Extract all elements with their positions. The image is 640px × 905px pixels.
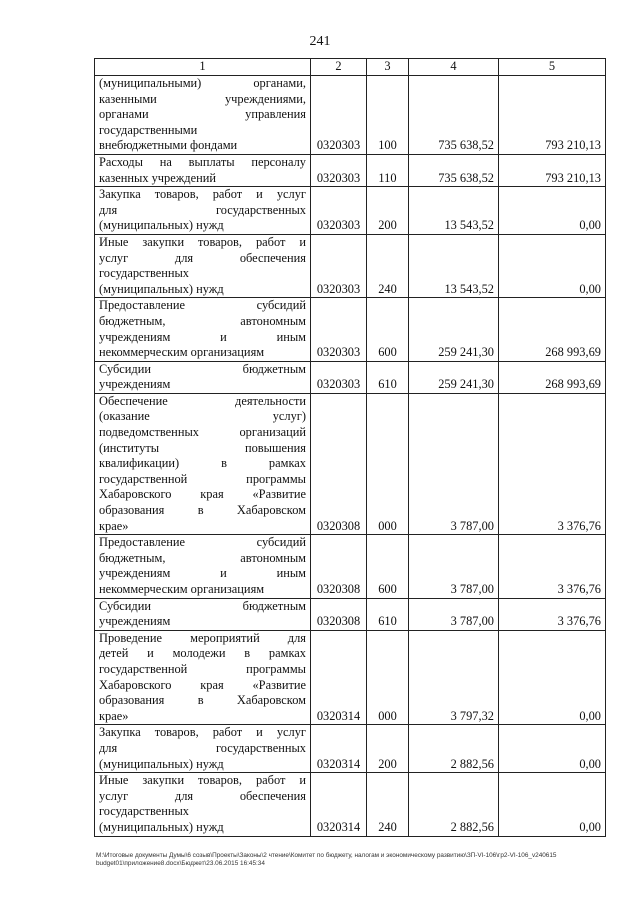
description-line: Хабаровского края «Развитие	[99, 677, 306, 692]
table-row	[95, 76, 606, 155]
table-row	[95, 725, 606, 773]
table-row	[95, 234, 606, 297]
description-line: (муниципальных) нужд	[99, 281, 224, 296]
row-description	[95, 361, 311, 393]
table-row	[95, 773, 606, 836]
row-target-code: 0320303	[311, 298, 367, 361]
column-header-2: 2	[311, 59, 367, 76]
row-description	[95, 393, 311, 534]
row-description	[95, 154, 311, 186]
description-line: образования в Хабаровском	[99, 503, 306, 518]
row-target-code: 0320303	[311, 234, 367, 297]
column-header-1: 1	[95, 59, 311, 76]
row-expense-type: 200	[367, 725, 409, 773]
description-line: некоммерческим организациям	[99, 345, 265, 360]
row-expense-type: 610	[367, 598, 409, 630]
description-line: внебюджетными фондами	[99, 138, 238, 153]
description-line: Расходы на выплаты персоналу	[99, 154, 306, 169]
row-expense-type: 600	[367, 535, 409, 598]
row-target-code: 0320314	[311, 630, 367, 725]
row-value-year-2: 0,00	[499, 187, 606, 235]
row-value-year-1: 3 787,00	[409, 598, 499, 630]
description-line: для государственных	[99, 202, 306, 217]
row-value-year-2: 268 993,69	[499, 298, 606, 361]
row-value-year-1: 3 797,32	[409, 630, 499, 725]
row-value-year-1: 259 241,30	[409, 298, 499, 361]
row-value-year-2: 3 376,76	[499, 598, 606, 630]
description-line: учреждениям и иным	[99, 329, 306, 344]
row-value-year-1: 3 787,00	[409, 393, 499, 534]
table-body	[95, 76, 606, 837]
row-description	[95, 630, 311, 725]
row-value-year-2: 0,00	[499, 773, 606, 836]
description-line: Предоставление субсидий	[99, 535, 306, 550]
description-line: (муниципальных) нужд	[99, 756, 224, 771]
row-expense-type: 000	[367, 393, 409, 534]
row-description	[95, 234, 311, 297]
description-line: государственной программы	[99, 471, 306, 486]
row-expense-type: 240	[367, 773, 409, 836]
table-row	[95, 361, 606, 393]
description-line: Закупка товаров, работ и услуг	[99, 187, 306, 202]
row-expense-type: 110	[367, 154, 409, 186]
description-line: образования в Хабаровском	[99, 693, 306, 708]
row-expense-type: 100	[367, 76, 409, 155]
table-header-row	[95, 59, 606, 76]
description-line: детей и молодежи в рамках	[99, 646, 306, 661]
row-description	[95, 298, 311, 361]
row-value-year-2: 793 210,13	[499, 154, 606, 186]
table-row	[95, 187, 606, 235]
row-value-year-1: 3 787,00	[409, 535, 499, 598]
column-header-3: 3	[367, 59, 409, 76]
description-line: крае»	[99, 518, 129, 533]
description-line: крае»	[99, 708, 129, 723]
description-line: Обеспечение деятельности	[99, 393, 306, 408]
row-value-year-1: 13 543,52	[409, 234, 499, 297]
description-line: Проведение мероприятий для	[99, 630, 306, 645]
row-value-year-2: 0,00	[499, 234, 606, 297]
description-line: (оказание услуг)	[99, 409, 306, 424]
row-description	[95, 725, 311, 773]
row-target-code: 0320314	[311, 773, 367, 836]
description-line: учреждениям	[99, 377, 171, 392]
description-line: услуг для обеспечения	[99, 788, 306, 803]
description-line: Предоставление субсидий	[99, 298, 306, 313]
description-line: Субсидии бюджетным	[99, 361, 306, 376]
description-line: некоммерческим организациям	[99, 582, 265, 596]
row-target-code: 0320314	[311, 725, 367, 773]
row-value-year-2: 3 376,76	[499, 535, 606, 598]
page-number: 241	[309, 34, 331, 49]
description-line: квалификации) в рамках	[99, 456, 306, 471]
row-description	[95, 187, 311, 235]
description-line: бюджетным, автономным	[99, 313, 306, 328]
row-description	[95, 535, 311, 598]
column-header-5: 5	[499, 59, 606, 76]
description-line: Иные закупки товаров, работ и	[99, 773, 306, 788]
description-line: казенных учреждений	[99, 170, 216, 185]
table-row	[95, 298, 606, 361]
row-value-year-1: 2 882,56	[409, 725, 499, 773]
description-line: государственными	[99, 122, 198, 137]
row-value-year-2: 3 376,76	[499, 393, 606, 534]
row-value-year-2: 268 993,69	[499, 361, 606, 393]
description-line: Иные закупки товаров, работ и	[99, 234, 306, 249]
description-line: Закупка товаров, работ и услуг	[99, 725, 306, 740]
table-row	[95, 154, 606, 186]
description-line: бюджетным, автономным	[99, 550, 306, 565]
row-value-year-1: 259 241,30	[409, 361, 499, 393]
description-line: учреждениям и иным	[99, 566, 306, 581]
row-target-code: 0320308	[311, 598, 367, 630]
row-expense-type: 200	[367, 187, 409, 235]
row-expense-type: 000	[367, 630, 409, 725]
description-line: казенными учреждениями,	[99, 91, 306, 106]
description-line: государственных	[99, 266, 190, 281]
description-line: органами управления	[99, 107, 306, 122]
row-target-code: 0320303	[311, 76, 367, 155]
description-line: подведомственных организаций	[99, 425, 306, 440]
row-value-year-2: 793 210,13	[499, 76, 606, 155]
description-line: для государственных	[99, 740, 306, 755]
description-line: услуг для обеспечения	[99, 250, 306, 265]
description-line: учреждениям	[99, 614, 171, 629]
row-target-code: 0320303	[311, 361, 367, 393]
row-target-code: 0320303	[311, 154, 367, 186]
table-row	[95, 535, 606, 598]
row-value-year-2: 0,00	[499, 630, 606, 725]
document-footer-path: M:\Итоговые документы Думы\6 созыв\Проекты\Законы\2 чтение\Комитет по бюджету, налогам и экономическому развитию\ЗП-VI-106\гр2-VI-106_v240615 budget01\приложение8.docx\Бюджет\23.06.2015 16:45:34	[96, 852, 557, 867]
table-row	[95, 598, 606, 630]
description-line: (муниципальными) органами,	[99, 76, 306, 90]
row-description	[95, 598, 311, 630]
row-expense-type: 610	[367, 361, 409, 393]
description-line: государственных	[99, 804, 190, 819]
description-line: (муниципальных) нужд	[99, 819, 224, 834]
row-target-code: 0320308	[311, 535, 367, 598]
row-value-year-1: 735 638,52	[409, 154, 499, 186]
description-line: (муниципальных) нужд	[99, 218, 224, 233]
description-line: (институты повышения	[99, 440, 306, 455]
row-value-year-1: 735 638,52	[409, 76, 499, 155]
row-expense-type: 600	[367, 298, 409, 361]
budget-table	[94, 58, 606, 837]
row-value-year-2: 0,00	[499, 725, 606, 773]
row-expense-type: 240	[367, 234, 409, 297]
row-description	[95, 773, 311, 836]
table-row	[95, 393, 606, 534]
row-description	[95, 76, 311, 155]
table-row	[95, 630, 606, 725]
column-header-4: 4	[409, 59, 499, 76]
description-line: Хабаровского края «Развитие	[99, 487, 306, 502]
row-target-code: 0320303	[311, 187, 367, 235]
row-target-code: 0320308	[311, 393, 367, 534]
description-line: государственной программы	[99, 661, 306, 676]
description-line: Субсидии бюджетным	[99, 598, 306, 613]
row-value-year-1: 2 882,56	[409, 773, 499, 836]
row-value-year-1: 13 543,52	[409, 187, 499, 235]
